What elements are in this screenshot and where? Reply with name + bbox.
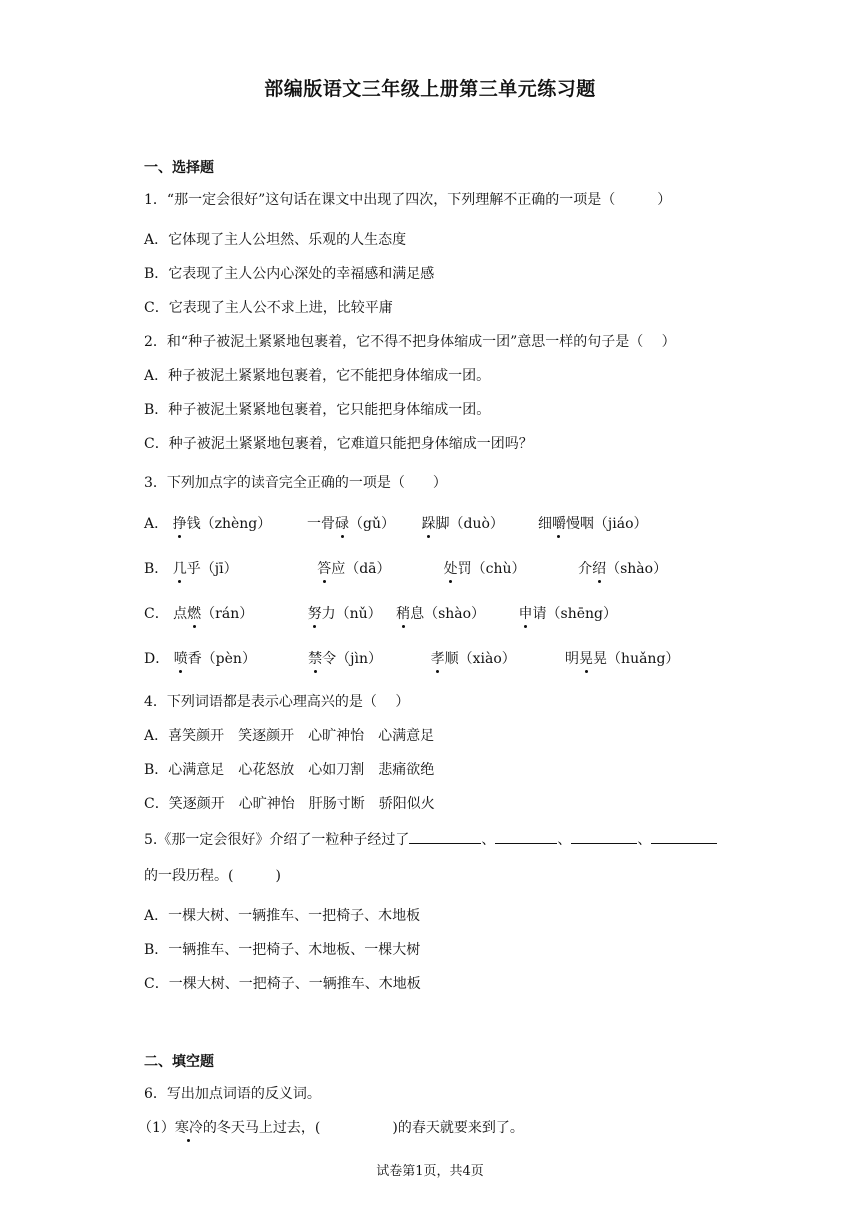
question-6-sentence-1: （1）寒冷的冬天马上过去，( )的春天就要来到了。 [138,1120,524,1136]
pinyin-item: 一骨碌（gǔ） [307,516,396,532]
pinyin-item: 申请（shēng） [518,606,617,622]
question-5-option-b: B．一辆推车、一把椅子、木地板、一棵大树 [144,942,421,958]
pinyin-item: 处罚（chù） [443,561,526,577]
pinyin-item: 点燃（rán） [173,606,254,622]
question-3-stem: 3．下列加点字的读音完全正确的一项是（ ） [144,475,447,491]
question-4-option-a: A．喜笑颜开 笑逐颜开 心旷神怡 心满意足 [144,728,435,744]
pinyin-item: 介绍（shào） [578,561,668,577]
pinyin-item: 努力（nǔ） [307,606,382,622]
question-2-option-c: C．种子被泥土紧紧地包裹着，它难道只能把身体缩成一团吗？ [144,436,533,452]
answer-blank[interactable] [571,829,637,844]
option-label: A． [144,516,169,532]
pinyin-item: 孝顺（xiào） [430,651,516,667]
pinyin-item: 答应（dā） [317,561,391,577]
pinyin-item: 稍息（shào） [396,606,486,622]
page-title: 部编版语文三年级上册第三单元练习题 [264,78,596,100]
pinyin-item: 跺脚（duò） [421,516,504,532]
question-1-option-a: A．它体现了主人公坦然、乐观的人生态度 [144,232,407,248]
section-heading-fill-in: 二、填空题 [144,1054,214,1070]
answer-blank[interactable] [651,829,717,844]
question-1-option-c: C．它表现了主人公不求上进，比较平庸 [144,300,393,316]
question-3-option-c [144,604,617,624]
question-3-option-a [144,514,648,534]
question-4-option-b: B．心满意足 心花怒放 心如刀割 悲痛欲绝 [144,762,435,778]
pinyin-item: 喷香（pèn） [173,651,256,667]
option-label: D． [144,651,170,667]
pinyin-item: 几乎（jī） [172,561,238,577]
page-footer: 试卷第1页，共4页 [376,1164,484,1179]
question-1-option-b: B．它表现了主人公内心深处的幸福感和满足感 [144,266,435,282]
question-2-option-b: B．种子被泥土紧紧地包裹着，它只能把身体缩成一团。 [144,402,491,418]
answer-blank[interactable] [495,829,557,844]
pinyin-item: 禁令（jìn） [308,651,382,667]
question-5-option-a: A．一棵大树、一辆推车、一把椅子、木地板 [144,908,421,924]
question-1-stem: 1．“那一定会很好”这句话在课文中出现了四次，下列理解不正确的一项是（ ） [144,192,672,208]
question-5-stem: 5.《那一定会很好》介绍了一粒种子经过了 、 、 、 [144,829,717,850]
question-4-option-c: C．笑逐颜开 心旷神怡 肝肠寸断 骄阳似火 [144,796,435,812]
pinyin-item: 细嚼慢咽（jiáo） [537,516,648,532]
question-4-stem: 4．下列词语都是表示心理高兴的是（ ） [144,694,410,710]
separator: 、 [637,832,652,848]
question-5-continuation: 的一段历程。( ) [144,868,281,884]
separator: 、 [481,832,496,848]
question-5-option-c: C．一棵大树、一把椅子、一辆推车、木地板 [144,976,421,992]
question-2-option-a: A．种子被泥土紧紧地包裹着，它不能把身体缩成一团。 [144,368,491,384]
question-2-stem: 2．和“种子被泥土紧紧地包裹着，它不得不把身体缩成一团”意思一样的句子是（ ） [144,334,676,350]
section-heading-choice: 一、选择题 [144,160,214,176]
pinyin-item: 明晃晃（huǎng） [565,651,680,667]
question-3-option-d [144,649,679,669]
answer-blank[interactable] [409,829,481,844]
option-label: B． [144,561,169,577]
separator: 、 [557,832,572,848]
dotted-word: 寒冷 [174,1120,203,1136]
option-label: C． [144,606,169,622]
question-3-option-b [144,559,667,579]
question-6-stem: 6．写出加点词语的反义词。 [144,1086,321,1102]
pinyin-item: 挣钱（zhèng） [172,516,272,532]
